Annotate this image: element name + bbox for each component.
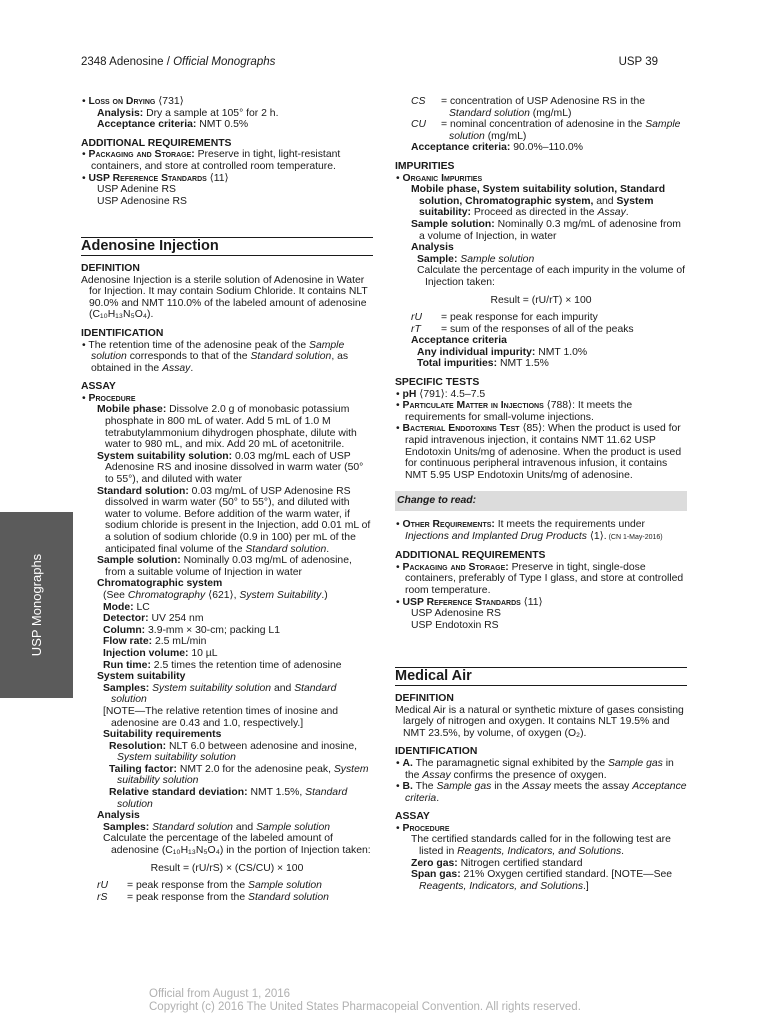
section-heading: ASSAY <box>81 381 116 393</box>
section-heading: ASSAY <box>395 811 430 823</box>
section-heading: IDENTIFICATION <box>395 746 478 758</box>
section-heading: IDENTIFICATION <box>81 327 164 339</box>
section-heading: DEFINITION <box>395 692 454 704</box>
loss-on-drying: • Loss on Drying ⟨731⟩ <box>82 96 184 107</box>
section-heading: DEFINITION <box>81 262 140 274</box>
assay-formula: Result = (rU/rS) × (CS/CU) × 100 <box>150 862 304 874</box>
monograph-title: Adenosine Injection <box>81 237 373 256</box>
impurity-formula: Result = (rU/rT) × 100 <box>490 294 592 306</box>
section-heading: ADDITIONAL REQUIREMENTS <box>395 550 546 562</box>
left-column: • Loss on Drying ⟨731⟩ Analysis: Dry a sample at 105° for 2 h. Acceptance criteria: NMT 0.5% ADDITIONAL REQUIREMENTS • Packaging and Storage: Preserve in tight, light-resistant containers, and store at controlled room temperature. • USP Reference Standards ⟨11⟩ USP Adenine RS USP Adenosine RS Adenosine Injection DEFINITION Adenosine Injection is a sterile solution of Adenosine in Water for Injection. It may contain Sodium Chloride. It contains NLT 90.0% and NMT 110.0% of the labeled amount of adenosine (C₁₀H₁₃N₅O₄). IDENTIFICATION • The retention time of the adenosine peak of the Sample solution corresponds to that of the Standard solution, as obtained in the Assay. ASSAY • Procedure Mobile phase: Dissolve 2.0 g of monobasic potassium phosphate in 800 mL of water. Add 5 mL of 1.0 M tetrabutylammonium dihydrogen phosphate, dilute with water to 980 mL, and mix. Add 20 mL of acetonitrile. System suitability solution: 0.03 mg/mL each of USP Adenosine RS and inosine dissolved in warm water (50° to 55°), and diluted with water Standard solution: 0.03 mg/mL of USP Adenosine RS dissolved in warm water (50° to 55°), and diluted with water to volume. Before addition of the warm water, if sodium chloride is present in the Injection, add 0.01 mL of a solution of sodium chloride (0.9 in 100) per mL of the anticipated final volume of the Standard solution. Sample solution: Nominally 0.03 mg/mL of adenosine, from a suitable volume of Injection in water Chromatographic system (See Chromatography ⟨621⟩, System Suitability.) Mode: LC Detector: UV 254 nm Column: 3.9-mm × 30-cm; packing L1 Flow rate: 2.5 mL/min Injection volume: 10 µL Run time: 2.5 times the retention time of adenosine System suitability Samples: System suitability solution and Standard solution [NOTE—The relative retention times of inosine and adenosine are 0.43 and 1.0, respectively.] Suitability requirements Resolution: NLT 6.0 between adenosine and inosine, System suitability solution Tailing factor: NMT 2.0 for the adenosine peak, System suitability solution Relative standard deviation: NMT 1.5%, Standard solution Analysis Samples: Standard solution and Sample solution Calculate the percentage of the labeled amount of adenosine (C₁₀H₁₃N₅O₄) in the portion of Injection taken: Result = (rU/rS) × (CS/CU) × 100 rU = peak response from the Sample solution rS = peak response from the Standard solution <box>81 96 373 903</box>
running-header-right: USP 39 <box>618 56 658 68</box>
section-heading: IMPURITIES <box>395 160 455 172</box>
footer-copyright: Official from August 1, 2016 Copyright (c) 2016 The United States Pharmacopeial Convention. All rights reserved. <box>149 988 581 1013</box>
section-side-tab: USP Monographs <box>0 512 73 698</box>
definition-text: Medical Air is a natural or synthetic mixture of gases consisting largely of nitrogen and oxygen. It contains NLT 19.5% and NMT 23.5%, by volume, of oxygen (O₂). <box>395 704 684 739</box>
monograph-title: Medical Air <box>395 667 687 686</box>
running-header: 2348 Adenosine / Official Monographs <box>81 56 276 68</box>
change-to-read-banner: Change to read: <box>395 491 687 511</box>
section-heading: ADDITIONAL REQUIREMENTS <box>81 137 232 149</box>
right-column: CS = concentration of USP Adenosine RS in the Standard solution (mg/mL) CU = nominal concentration of adenosine in the Sample solution (mg/mL) Acceptance criteria: 90.0%–110.0% IMPURITIES • Organic Impurities Mobile phase, System suitability solution, Standard solution, Chromatographic system, and System suitability: Proceed as directed in the Assay. Sample solution: Nominally 0.3 mg/mL of adenosine from a volume of Injection, in water Analysis Sample: Sample solution Calculate the percentage of each impurity in the volume of Injection taken: Result = (rU/rT) × 100 rU = peak response for each impurity rT = sum of the responses of all of the peaks Acceptance criteria Any individual impurity: NMT 1.0% Total impurities: NMT 1.5% SPECIFIC TESTS • pH ⟨791⟩: 4.5–7.5 • Particulate Matter in Injections ⟨788⟩: It meets the requirements for small-volume injections. • Bacterial Endotoxins Test ⟨85⟩: When the product is used for rapid intravenous injection, it contains NMT 11.62 USP Endotoxin Units/mg of adenosine. When the product is used for continuous peripheral intravenous infusion, it contains NMT 5.95 USP Endotoxin Units/mg of adenosine. Change to read: • Other Requirements: It meets the requirements under Injections and Implanted Drug Products ⟨1⟩. (CN 1-May-2016) ADDITIONAL REQUIREMENTS • Packaging and Storage: Preserve in tight, single-dose containers, preferably of Type I glass, and store at controlled room temperature. • USP Reference Standards ⟨11⟩ USP Adenosine RS USP Endotoxin RS Medical Air DEFINITION Medical Air is a natural or synthetic mixture of gases consisting largely of nitrogen and oxygen. It contains NLT 19.5% and NMT 23.5%, by volume, of oxygen (O₂). IDENTIFICATION • A. The paramagnetic signal exhibited by the Sample gas in the Assay confirms the presence of oxygen. • B. The Sample gas in the Assay meets the assay Acceptance criteria. ASSAY • Procedure The certified standards called for in the following test are listed in Reagents, Indicators, and Solutions. Zero gas: Nitrogen certified standard Span gas: 21% Oxygen certified standard. [NOTE—See Reagents, Indicators, and Solutions.] <box>395 96 687 892</box>
definition-text: Adenosine Injection is a sterile solution of Adenosine in Water for Injection. It may contain Sodium Chloride. It contains NLT 90.0% and NMT 110.0% of the labeled amount of adenosine (C₁₀H₁₃N₅O₄). <box>81 274 368 321</box>
identification-text: • The retention time of the adenosine peak of the Sample solution corresponds to that of the Standard solution, as obtained in the Assay. <box>82 339 349 374</box>
section-heading: SPECIFIC TESTS <box>395 377 480 389</box>
